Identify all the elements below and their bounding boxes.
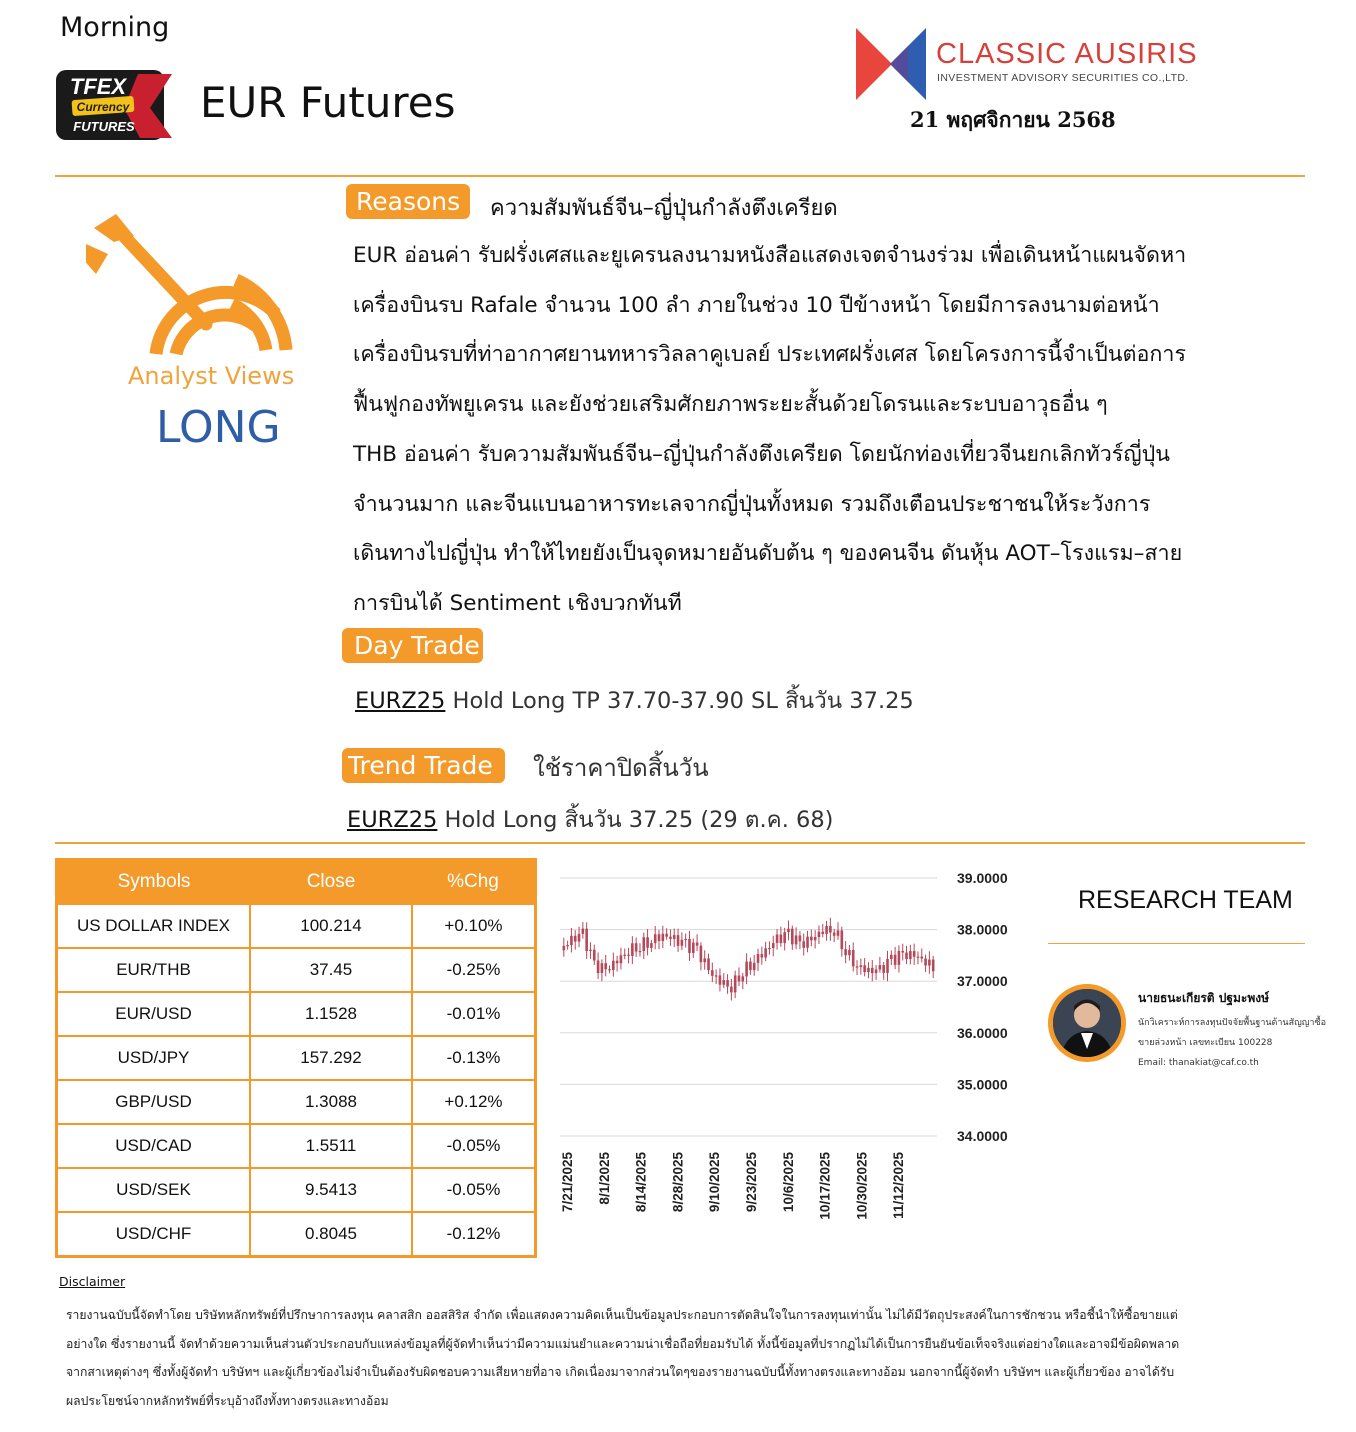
candle-body xyxy=(894,955,897,965)
x-tick-label: 8/14/2025 xyxy=(633,1152,649,1213)
reason-line: THB อ่อนค่า รับความสัมพันธ์จีน–ญี่ปุ่นกำลังตึงเครียด โดยนักท่องเที่ยวจีนยกเลิกทัวร์ญี่ปุ่น xyxy=(353,441,1170,467)
candle-body xyxy=(917,957,920,958)
candle-body xyxy=(639,951,642,952)
table-row xyxy=(57,1036,536,1080)
reason-line: EUR อ่อนค่า รับฝรั่งเศสและยูเครนลงนามหนังสือแสดงเจตจำนงร่วม เพื่อเดินหน้าแผนจัดหา xyxy=(353,243,1187,268)
table-row xyxy=(57,1168,536,1212)
candle-body xyxy=(566,945,569,946)
report-date: 21 พฤศจิกายน 2568 xyxy=(910,107,1116,132)
candle-body xyxy=(806,937,809,948)
candle-body xyxy=(768,948,771,949)
candle-body xyxy=(734,975,737,992)
close-cell: 0.8045 xyxy=(250,1212,412,1257)
candle-body xyxy=(863,965,866,972)
candle-body xyxy=(658,934,661,941)
x-tick-label: 9/10/2025 xyxy=(707,1152,723,1213)
tfex-logo-text: TFEX xyxy=(69,74,127,99)
symbol-cell: USD/JPY xyxy=(57,1036,251,1080)
trend-trade-line xyxy=(347,801,833,837)
candle-body xyxy=(787,929,790,932)
x-tick-label: 9/23/2025 xyxy=(744,1152,759,1213)
candle-body xyxy=(673,935,676,939)
x-tick-label: 8/28/2025 xyxy=(670,1152,686,1213)
table-row xyxy=(57,904,536,948)
table-row xyxy=(57,1080,536,1124)
candle-body xyxy=(818,932,821,937)
analyst-avatar xyxy=(1048,984,1126,1062)
page-title: EUR Futures xyxy=(200,78,456,127)
candle-body xyxy=(631,943,634,956)
candle-body xyxy=(848,950,851,955)
candle-body xyxy=(677,935,680,946)
disclaimer-line: อย่างใด ซึ่งรายงานนี้ จัดทำด้วยความเห็นส่วนตัวประกอบกับแหล่งข้อมูลที่ผู้จัดทำเห็นว่ามีความแม่นยำและความน่าเชื่อถือที่ยอมรับได้ ทั้งนี้ข้อมูลที่ปรากฏไม่ได้เป็นการยืนยันข้อเท็จจริงแต่อย่างใดและอาจมีข้อผิดพลาด xyxy=(66,1336,1180,1351)
candle-body xyxy=(852,950,855,966)
candle-body xyxy=(574,936,577,942)
close-cell: 1.5511 xyxy=(250,1124,412,1168)
candle-body xyxy=(764,948,767,957)
disclaimer-heading: Disclaimer xyxy=(59,1274,126,1289)
change-cell: +0.10% xyxy=(412,904,536,948)
y-tick-label: 36.0000 xyxy=(957,1024,1008,1041)
candle-body xyxy=(711,970,714,976)
candle-body xyxy=(692,943,695,953)
candle-body xyxy=(688,939,691,953)
y-tick-label: 38.0000 xyxy=(957,921,1008,938)
change-cell: -0.01% xyxy=(412,992,536,1036)
candle-body xyxy=(662,934,665,941)
candle-body xyxy=(898,951,901,965)
candle-body xyxy=(814,937,817,940)
column-header: %Chg xyxy=(412,860,536,905)
trend-trade-text: Hold Long สิ้นวัน 37.25 (29 ต.ค. 68) xyxy=(437,807,834,833)
close-cell: 9.5413 xyxy=(250,1168,412,1212)
symbol-cell: USD/SEK xyxy=(57,1168,251,1212)
candle-body xyxy=(650,943,653,948)
candle-body xyxy=(833,933,836,936)
candle-body xyxy=(582,929,585,934)
candle-body xyxy=(601,963,604,973)
candle-body xyxy=(783,932,786,943)
candle-body xyxy=(719,975,722,984)
candle-body xyxy=(886,959,889,973)
trend-trade-note: ใช้ราคาปิดสิ้นวัน xyxy=(533,754,709,782)
candle-body xyxy=(585,929,588,951)
tfex-logo-sub: Currency xyxy=(76,100,130,114)
symbol-cell: GBP/USD xyxy=(57,1080,251,1124)
x-tick-label: 10/30/2025 xyxy=(854,1152,870,1220)
candle-body xyxy=(882,965,885,973)
table-row xyxy=(57,992,536,1036)
candle-body xyxy=(821,932,824,934)
symbol-cell: EUR/USD xyxy=(57,992,251,1036)
candle-body xyxy=(646,937,649,948)
candle-body xyxy=(745,962,748,977)
table-row xyxy=(57,1212,536,1257)
candle-body xyxy=(791,929,794,945)
candle-body xyxy=(780,935,783,944)
reason-line: เครื่องบินรบ Rafale จำนวน 100 ลำ ภายในช่วง 10 ปีข้างหน้า โดยมีการลงนามต่อหน้า xyxy=(353,292,1160,318)
analyst-license: ขายล่วงหน้า เลขทะเบียน 100228 xyxy=(1138,1038,1273,1048)
candle-body xyxy=(684,939,687,940)
candle-body xyxy=(589,950,592,951)
reason-line: ฟื้นฟูกองทัพยูเครน และยังช่วยเสริมศักยภาพระยะสั้นด้วยโดรนและระบบอาวุธอื่น ๆ xyxy=(353,392,1108,418)
change-cell: -0.05% xyxy=(412,1168,536,1212)
candle-body xyxy=(700,946,703,963)
column-header: Symbols xyxy=(57,860,251,905)
candle-body xyxy=(757,954,760,963)
candle-body xyxy=(604,963,607,969)
candle-body xyxy=(616,961,619,963)
research-team-title: RESEARCH TEAM xyxy=(1078,886,1293,914)
reason-line: เดินทางไปญี่ปุ่น ทำให้ไทยยังเป็นจุดหมายอันดับต้น ๆ ของคนจีน ดันหุ้น AOT–โรงแรม–สาย xyxy=(353,541,1183,567)
candle-body xyxy=(612,961,615,970)
close-cell: 1.1528 xyxy=(250,992,412,1036)
candle-body xyxy=(761,954,764,957)
candle-body xyxy=(890,955,893,959)
candle-body xyxy=(749,962,752,970)
eur-thb-chart xyxy=(545,860,1045,1255)
tfex-logo-futures: FUTURES xyxy=(73,119,135,134)
candle-body xyxy=(753,963,756,970)
candle-body xyxy=(871,968,874,973)
edition-label: Morning xyxy=(60,12,170,43)
target-icon xyxy=(86,214,298,380)
candle-body xyxy=(730,987,733,993)
analyst-views-label: Analyst Views xyxy=(128,362,295,390)
y-tick-label: 34.0000 xyxy=(957,1128,1008,1144)
y-tick-label: 35.0000 xyxy=(957,1076,1008,1093)
candle-body xyxy=(722,980,725,985)
disclaimer-line: รายงานฉบับนี้จัดทำโดย บริษัทหลักทรัพย์ที่ปรึกษาการลงทุน คลาสสิก ออสสิริส จำกัด เพื่อแสดงความคิดเห็นเป็นข้อมูลประกอบการตัดสินใจในการลงทุนเท่านั้น ไม่ได้มีวัตถุประสงค์ในการชักชวน หรือชี้นำให้ซื้อขายแต่ xyxy=(66,1308,1178,1322)
y-tick-label: 39.0000 xyxy=(957,870,1008,886)
candle-body xyxy=(856,966,859,967)
analyst-info xyxy=(1138,1013,1326,1073)
close-cell: 157.292 xyxy=(250,1036,412,1080)
symbol-cell: USD/CAD xyxy=(57,1124,251,1168)
candle-body xyxy=(707,958,710,970)
candle-body xyxy=(799,935,802,941)
candle-body xyxy=(905,953,908,960)
candle-body xyxy=(654,934,657,943)
candle-body xyxy=(901,951,904,953)
day-trade-tag: Day Trade xyxy=(342,628,483,663)
x-tick-label: 7/21/2025 xyxy=(560,1152,575,1213)
reasons-headline: ความสัมพันธ์จีน–ญี่ปุ่นกำลังตึงเครียด xyxy=(490,196,838,221)
candle-body xyxy=(879,965,882,969)
candle-body xyxy=(909,951,912,959)
candle-body xyxy=(844,949,847,955)
table-row xyxy=(57,1124,536,1168)
candle-body xyxy=(860,965,863,967)
x-tick-label: 11/12/2025 xyxy=(891,1152,907,1219)
x-tick-label: 10/6/2025 xyxy=(780,1152,796,1213)
symbol-cell: EUR/THB xyxy=(57,948,251,992)
disclaimer-line: จากสาเหตุต่างๆ ซึ่งทั้งผู้จัดทำ บริษัทฯ และผู้เกี่ยวข้องไม่จำเป็นต้องรับผิดชอบความเสียหายที่อาจ เกิดเนื่องมาจากส่วนใดๆของรายงานฉบับนี้ทั้งทางตรงและทางอ้อม นอกจากนี้ผู้จัดทำ บริษัทฯ และผู้เกี่ยวข้อง อาจได้รับ xyxy=(66,1365,1175,1379)
candle-body xyxy=(627,955,630,956)
candle-body xyxy=(696,943,699,946)
position-label: LONG xyxy=(156,402,281,453)
disclaimer-text xyxy=(66,1301,1281,1415)
candle-body xyxy=(741,976,744,981)
candle-body xyxy=(928,960,931,966)
candle-body xyxy=(738,975,741,981)
symbol-cell: US DOLLAR INDEX xyxy=(57,904,251,948)
divider xyxy=(55,842,1305,844)
close-cell: 1.3088 xyxy=(250,1080,412,1124)
day-trade-text: Hold Long TP 37.70-37.90 SL สิ้นวัน 37.25 xyxy=(445,688,914,714)
change-cell: -0.25% xyxy=(412,948,536,992)
candle-body xyxy=(608,969,611,970)
reasons-tag: Reasons xyxy=(346,184,470,219)
candle-body xyxy=(669,937,672,939)
analyst-name: นายธนะเกียรติ ปฐมะพงษ์ xyxy=(1138,991,1270,1005)
candle-body xyxy=(620,955,623,963)
trend-trade-symbol: EURZ25 xyxy=(347,807,438,833)
symbol-cell: USD/CHF xyxy=(57,1212,251,1257)
x-tick-label: 8/1/2025 xyxy=(596,1152,612,1205)
reasons-body xyxy=(353,231,1303,629)
candle-body xyxy=(867,968,870,972)
candle-body xyxy=(920,957,923,959)
reason-line: การบินได้ Sentiment เชิงบวกทันที xyxy=(353,590,682,616)
candle-body xyxy=(665,934,668,937)
candle-body xyxy=(932,960,935,972)
reason-line: เครื่องบินรบที่ท่าอากาศยานทหารวิลลาคูเบลย์ ประเทศฝรั่งเศส โดยโครงการนี้จำเป็นต่อการ xyxy=(353,342,1186,368)
candle-body xyxy=(715,975,718,976)
candle-body xyxy=(840,930,843,949)
change-cell: -0.13% xyxy=(412,1036,536,1080)
x-tick-label: 10/17/2025 xyxy=(817,1152,833,1220)
change-cell: -0.12% xyxy=(412,1212,536,1257)
candle-body xyxy=(681,940,684,946)
y-tick-label: 37.0000 xyxy=(957,973,1008,990)
candle-body xyxy=(726,980,729,987)
classic-ausiris-logo xyxy=(856,28,926,100)
candle-body xyxy=(776,935,779,943)
candle-body xyxy=(623,955,626,956)
reason-line: จำนวนมาก และจีนแบนอาหารทะเลจากญี่ปุ่นทั้งหมด รวมถึงเตือนประชาชนให้ระวังการ xyxy=(353,491,1151,517)
candle-body xyxy=(642,937,645,951)
candle-body xyxy=(913,951,916,957)
candle-body xyxy=(802,941,805,947)
tfex-logo xyxy=(54,68,172,142)
table-header-row xyxy=(57,860,536,905)
brand-name: CLASSIC AUSIRIS xyxy=(936,38,1198,70)
analyst-role: นักวิเคราะห์การลงทุนปัจจัยพื้นฐานด้านสัญญาซื้อ xyxy=(1138,1018,1326,1028)
divider xyxy=(55,175,1305,177)
brand-subtitle: INVESTMENT ADVISORY SECURITIES CO.,LTD. xyxy=(937,72,1189,84)
candle-body xyxy=(810,937,813,941)
candle-body xyxy=(563,946,566,950)
candle-body xyxy=(875,970,878,974)
divider xyxy=(1048,943,1305,944)
candle-body xyxy=(597,961,600,974)
candle-body xyxy=(570,936,573,945)
candle-body xyxy=(593,950,596,961)
disclaimer-line: ผลประโยชน์จากหลักทรัพย์ที่ระบุอ้างถึงทั้งทางตรงและทางอ้อม xyxy=(66,1393,389,1408)
column-header: Close xyxy=(250,860,412,905)
candle-body xyxy=(703,958,706,962)
analyst-email: Email: thanakiat@caf.co.th xyxy=(1138,1058,1259,1068)
candle-body xyxy=(772,943,775,948)
candle-body xyxy=(829,926,832,933)
close-cell: 100.214 xyxy=(250,904,412,948)
close-cell: 37.45 xyxy=(250,948,412,992)
candle-body xyxy=(837,930,840,935)
candle-body xyxy=(578,934,581,942)
fx-table xyxy=(55,858,537,1258)
change-cell: +0.12% xyxy=(412,1080,536,1124)
day-trade-line xyxy=(355,682,914,718)
candle-body xyxy=(795,935,798,944)
candle-body xyxy=(635,943,638,951)
candle-body xyxy=(924,959,927,966)
candle-body xyxy=(825,926,828,934)
change-cell: -0.05% xyxy=(412,1124,536,1168)
table-row xyxy=(57,948,536,992)
day-trade-symbol: EURZ25 xyxy=(355,688,446,714)
trend-trade-tag: Trend Trade xyxy=(342,748,505,783)
